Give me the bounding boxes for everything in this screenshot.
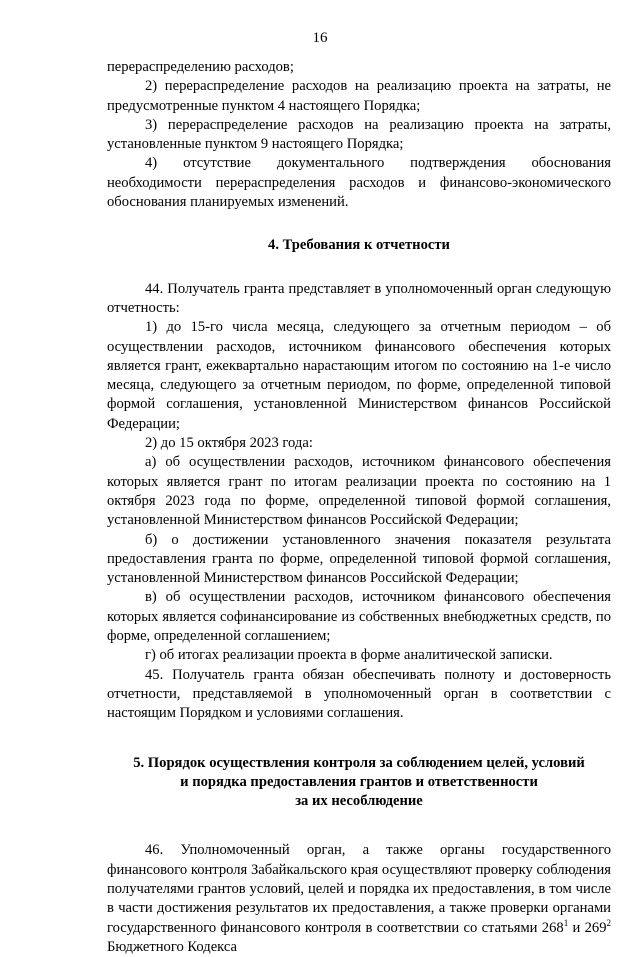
section-5-heading [107, 754, 611, 812]
paragraph-46-tail: Бюджетного Кодекса [107, 938, 238, 955]
article-269-superscript: 2 [606, 917, 611, 928]
paragraph-44-item-2a: а) об осуществлении расходов, источником финансового обеспечения которых является грант по итогам реализации проекта по состоянию на 1 октября 2023 года по форме, определенной типовой формой соглашения, установленной Министерством финансов Российской Федерации; [107, 454, 611, 529]
article-268: 268 [541, 919, 564, 936]
paragraph-44-item-2b: б) о достижении установленного значения показателя результата предоставления гранта по форме, определенной типовой формой соглашения, установленной Министерством финансов Российской Федерации; [107, 531, 611, 587]
page-content [107, 58, 611, 957]
paragraph-44-item-2: 2) до 15 октября 2023 года: [145, 435, 313, 452]
paragraph-44-item-2c: в) об осуществлении расходов, источником финансового обеспечения которых является софинансирование из собственных внебюджетных средств, по форме, определенной соглашением; [107, 589, 611, 645]
paragraph-46 [107, 841, 611, 957]
paragraph-45: 45. Получатель гранта обязан обеспечивать полноту и достоверность отчетности, представляемой в уполномоченный орган в соответствии с настоящим Порядком и условиями соглашения. [107, 666, 611, 722]
paragraph-44: 44. Получатель гранта представляет в уполномоченный орган следующую отчетность: [107, 280, 611, 316]
article-269: 269 [584, 919, 607, 936]
paragraph-continuation: перераспределению расходов; [107, 59, 294, 75]
list-item-3: 3) перераспределение расходов на реализацию проекта на затраты, установленные пунктом 9 настоящего Порядка; [107, 116, 611, 153]
section-4-heading: 4. Требования к отчетности [268, 237, 450, 254]
list-item-4: 4) отсутствие документального подтверждения обоснования необходимости перераспределения расходов и финансово-экономического обоснования планируемых изменений. [107, 155, 611, 211]
paragraph-44-item-2d: г) об итогах реализации проекта в форме аналитической записки. [145, 647, 553, 664]
page-number: 16 [312, 30, 328, 46]
paragraph-46-text: 46. Уполномоченный орган, а также органы государственного финансового контроля Забайкальского края осуществляют проверку соблюдения получателями грантов условий, целей и порядка их предоставления, в том числе в части достижения результатов их предоставления, а также проверки органами государственного финансового контроля в соответствии со статьями [107, 842, 611, 936]
article-268-superscript: 1 [563, 917, 569, 928]
section-5-heading-line-2: и порядка предоставления грантов и ответственности [180, 773, 538, 790]
conjunction: и [572, 919, 581, 936]
section-5-heading-line-3: за их несоблюдение [295, 793, 423, 810]
section-5-heading-line-1: 5. Порядок осуществления контроля за соблюдением целей, условий [133, 754, 585, 771]
list-item-2: 2) перераспределение расходов на реализацию проекта на затраты, не предусмотренные пунктом 4 настоящего Порядка; [107, 78, 611, 114]
paragraph-44-item-1: 1) до 15-го числа месяца, следующего за отчетным периодом – об осуществлении расходов, источником финансового обеспечения которых является грант, ежеквартально нарастающим итогом по состоянию на 1-е число месяца, следующего за отчетным периодом, по форме, определенной типовой формой соглашения, установленной Министерством финансов Российской Федерации; [107, 319, 611, 432]
